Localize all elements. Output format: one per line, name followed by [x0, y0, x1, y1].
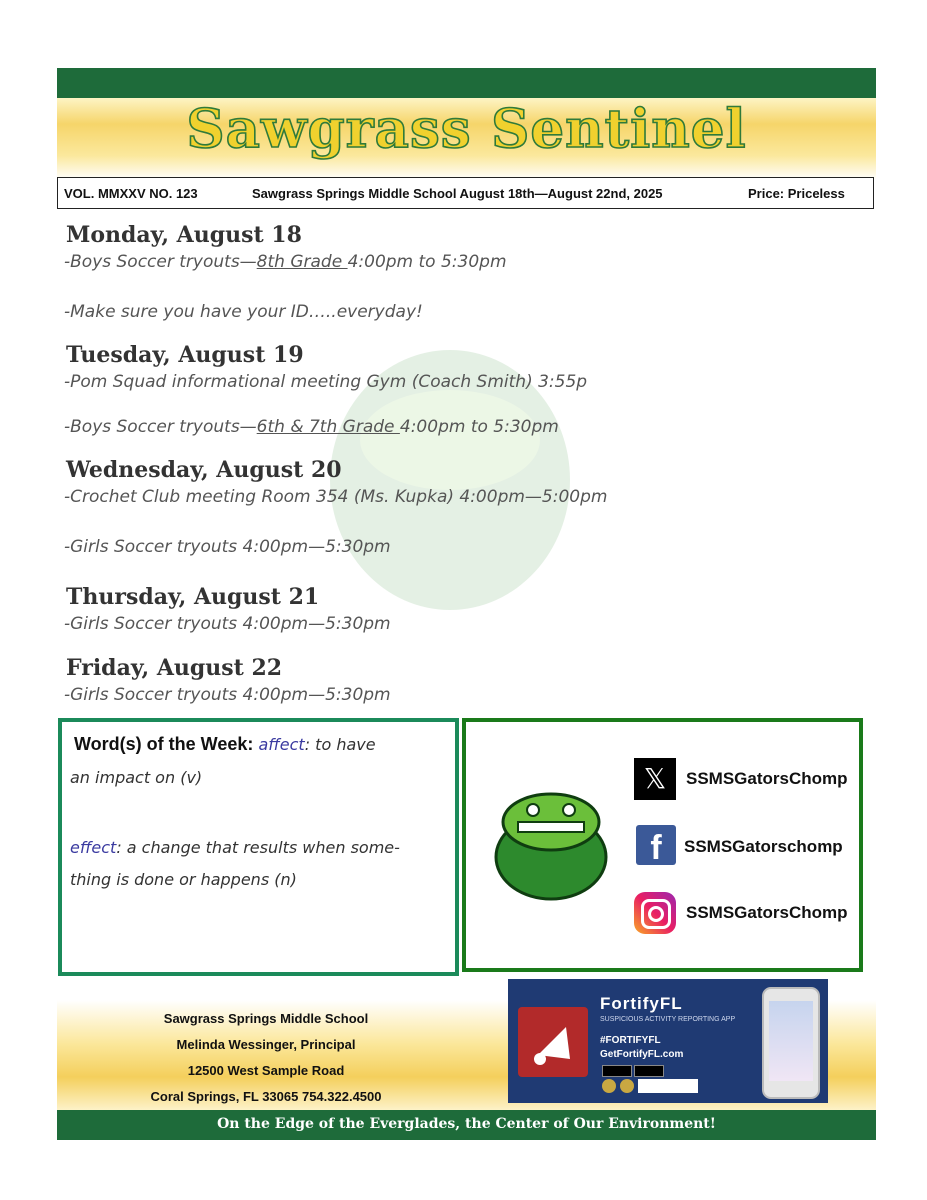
- masthead: [57, 68, 876, 180]
- footer-school-name: Sawgrass Springs Middle School: [163, 1011, 369, 1026]
- phone-icon: [762, 987, 820, 1099]
- day-heading: Thursday, August 21: [66, 584, 320, 610]
- definition-affect: : to have: [304, 735, 376, 754]
- definition-affect-cont: an impact on (v): [70, 768, 203, 787]
- fortify-brand: FortifyFL: [600, 994, 683, 1013]
- fortify-hashtag: #FORTIFYFL: [600, 1035, 661, 1046]
- word-of-week-box: [58, 718, 459, 976]
- footer-city-phone: Coral Springs, FL 33065 754.322.4500: [150, 1089, 382, 1104]
- seal-icon: [620, 1079, 634, 1093]
- fortify-subtitle: SUSPICIOUS ACTIVITY REPORTING APP: [600, 1016, 736, 1023]
- word-affect: affect: [258, 735, 305, 754]
- word-of-week-heading: Word(s) of the Week:: [74, 734, 254, 754]
- schedule-item: -Girls Soccer tryouts 4:00pm—5:30pm: [64, 614, 391, 634]
- school-dates: Sawgrass Springs Middle School August 18th—August 22nd, 2025: [252, 186, 663, 201]
- google-play-badge-icon[interactable]: [634, 1065, 664, 1077]
- day-heading: Wednesday, August 20: [66, 457, 342, 483]
- x-handle[interactable]: SSMSGatorsChomp: [686, 769, 848, 788]
- price: Price: Priceless: [748, 186, 845, 201]
- schedule-item: -Girls Soccer tryouts 4:00pm—5:30pm: [64, 685, 391, 705]
- fortify-url[interactable]: GetFortifyFL.com: [600, 1049, 684, 1060]
- education-logo-icon: [638, 1079, 698, 1093]
- volume-number: VOL. MMXXV NO. 123: [64, 186, 198, 201]
- facebook-handle[interactable]: SSMSGatorschomp: [684, 837, 843, 856]
- facebook-icon[interactable]: f: [636, 825, 676, 865]
- schedule-item: -Boys Soccer tryouts—8th Grade 4:00pm to 5:30pm: [64, 252, 507, 272]
- instagram-icon[interactable]: [634, 892, 676, 934]
- word-effect: effect: [70, 838, 117, 857]
- app-store-badge-icon[interactable]: [602, 1065, 632, 1077]
- day-heading: Monday, August 18: [66, 222, 302, 248]
- footer-principal: Melinda Wessinger, Principal: [176, 1037, 356, 1052]
- definition-effect-cont: thing is done or happens (n): [70, 870, 297, 889]
- day-heading: Friday, August 22: [66, 655, 283, 681]
- definition-effect: : a change that results when some-: [116, 838, 400, 857]
- gator-mascot-icon: [488, 782, 614, 902]
- schedule-item: -Boys Soccer tryouts—6th & 7th Grade 4:00pm to 5:30pm: [64, 417, 559, 437]
- schedule-item: -Girls Soccer tryouts 4:00pm—5:30pm: [64, 537, 391, 557]
- schedule-item: -Pom Squad informational meeting Gym (Coach Smith) 3:55p: [64, 372, 588, 392]
- megaphone-icon: [518, 1007, 588, 1077]
- day-heading: Tuesday, August 19: [66, 342, 304, 368]
- schedule-item: -Crochet Club meeting Room 354 (Ms. Kupka) 4:00pm—5:00pm: [64, 487, 608, 507]
- seal-icon: [602, 1079, 616, 1093]
- fortifyfl-ad[interactable]: [508, 979, 828, 1103]
- instagram-handle[interactable]: SSMSGatorsChomp: [686, 903, 848, 922]
- issue-info-bar: [57, 177, 874, 209]
- newsletter-title: Sawgrass Sentinel: [186, 98, 747, 160]
- social-media-box: [462, 718, 863, 972]
- footer-tagline: On the Edge of the Everglades, the Center of Our Environment!: [57, 1110, 876, 1140]
- x-icon[interactable]: 𝕏: [634, 758, 676, 800]
- footer-street: 12500 West Sample Road: [187, 1063, 345, 1078]
- schedule-item: -Make sure you have your ID…..everyday!: [64, 302, 423, 322]
